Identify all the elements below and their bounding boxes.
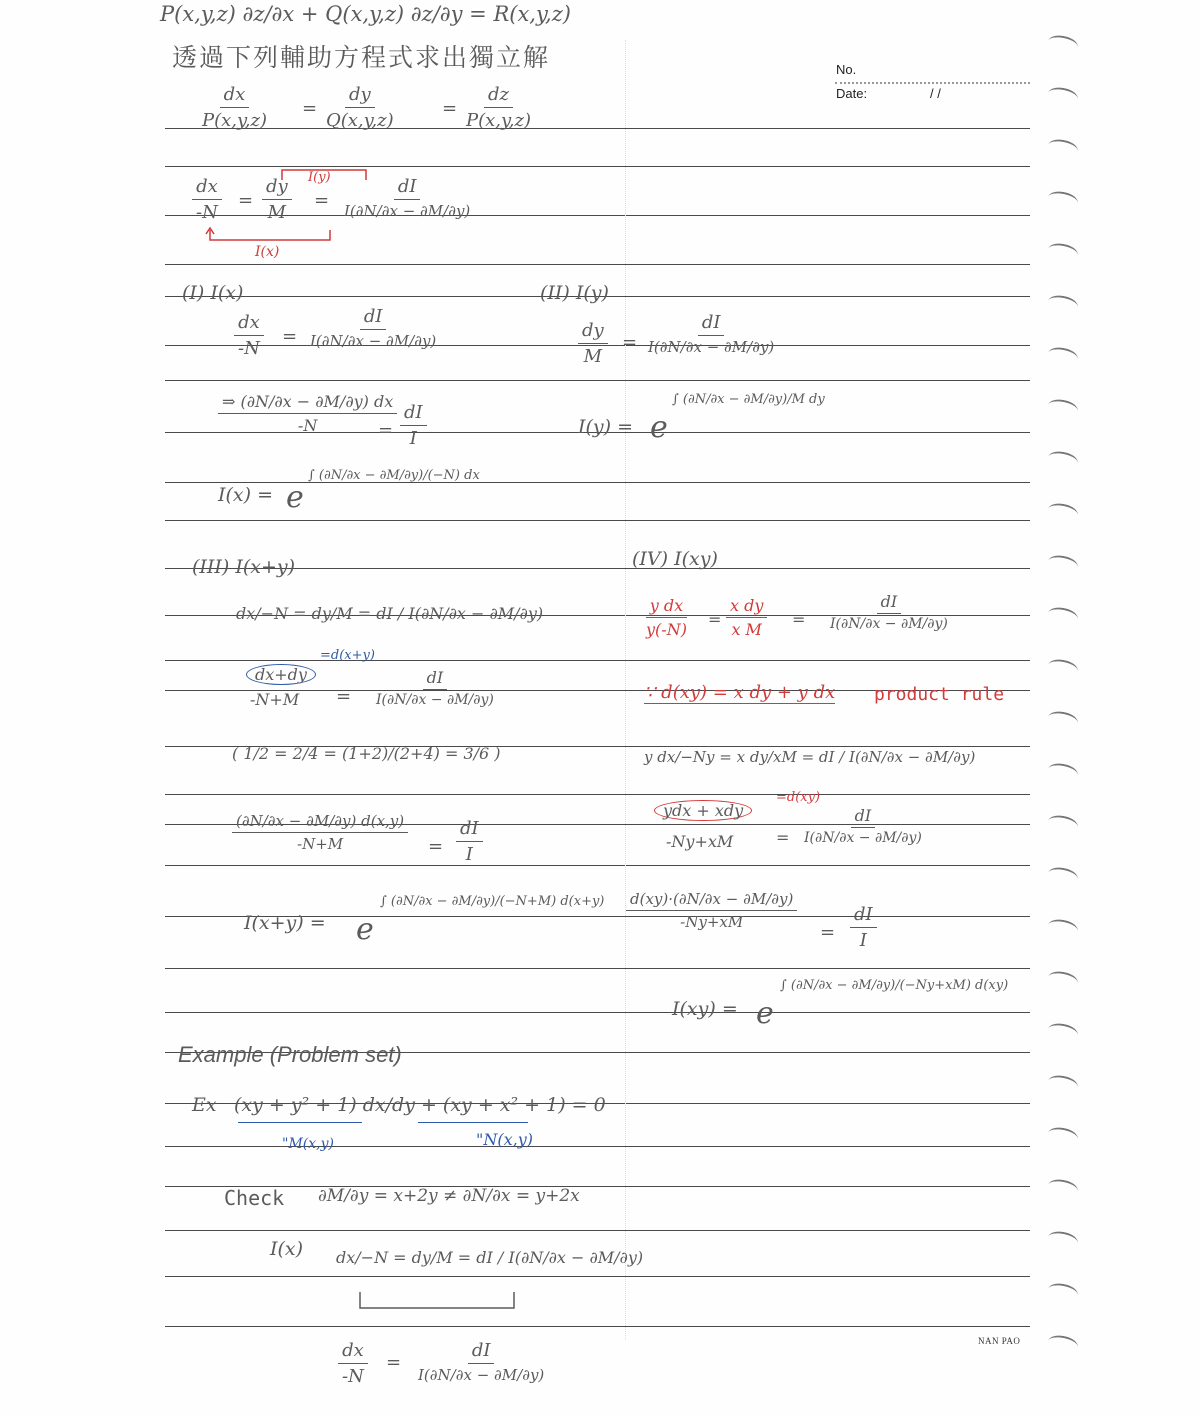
no-dotted-line — [835, 82, 1030, 84]
equals-sign: = — [386, 1352, 402, 1373]
case3-circled-note: =d(x+y) — [320, 648, 375, 663]
spiral-ring — [1047, 605, 1080, 627]
case3-eq3-right — [456, 818, 483, 865]
intro-title: 透過下列輔助方程式求出獨立解 — [172, 43, 551, 72]
ruled-line — [165, 1230, 1030, 1231]
spiral-ring — [1047, 709, 1080, 731]
case4-eq4-den: -Ny+xM — [680, 913, 744, 931]
equals-sign: = — [282, 326, 298, 347]
center-fold-line — [625, 40, 626, 1340]
case4-circled: ydx + xdy — [654, 800, 752, 821]
case4-eq3-den: -Ny+xM — [666, 832, 734, 851]
case2-heading: (II) I(y) — [540, 282, 609, 304]
spiral-ring — [1047, 345, 1080, 367]
case1-eq2-right — [400, 402, 427, 449]
case4-eq4-num: d(xy)·(∂N/∂x − ∂M/∂y) — [626, 890, 797, 911]
case4-eq1-mid — [726, 596, 767, 639]
pairing-bracket — [350, 1290, 530, 1314]
no-label: No. — [836, 62, 857, 77]
ruled-line — [165, 1276, 1030, 1277]
example-ix-eq: dx/−N = dy/M = dI / I(∂N/∂x − ∂M/∂y) — [336, 1248, 644, 1267]
spiral-ring — [1047, 1229, 1080, 1251]
spiral-ring — [1047, 917, 1080, 939]
date-label: Date: — [836, 86, 868, 101]
case2-eq1-right — [644, 312, 778, 356]
case4-result-lhs: I(xy) = — [672, 998, 738, 1020]
case4-eq1-rden: I(∂N/∂x − ∂M/∂y) — [830, 616, 948, 632]
spiral-ring — [1047, 969, 1080, 991]
case4-eq1-lden: y(-N) — [646, 620, 687, 639]
case1-eq1-left — [234, 312, 264, 359]
general-dI: dI — [394, 176, 421, 200]
case3-eq2-den: -N+M — [250, 690, 300, 709]
example-N-label: "N(x,y) — [476, 1130, 533, 1149]
aux-fraction-z — [462, 84, 535, 131]
case4-eq1-mnum: x dy — [726, 596, 767, 618]
case2-eq1-rden: I(∂N/∂x − ∂M/∂y) — [648, 338, 775, 356]
case1-eq1-rden: I(∂N/∂x − ∂M/∂y) — [310, 332, 437, 350]
example-ex-label: Ex — [192, 1094, 217, 1116]
spiral-ring — [1047, 1073, 1080, 1095]
case3-eq1: dx/−N = dy/M = dI / I(∂N/∂x − ∂M/∂y) — [236, 604, 544, 623]
case3-result-exp: ∫ (∂N/∂x − ∂M/∂y)/(−N+M) d(x+y) — [380, 894, 605, 909]
spiral-ring — [1047, 761, 1080, 783]
case1-eq2-rden: I — [409, 428, 417, 449]
N-underline — [418, 1122, 528, 1123]
pairing-brackets — [190, 160, 390, 260]
ruled-line — [165, 660, 1030, 661]
equals-sign: = — [442, 98, 458, 119]
case3-eq3-rden: I — [465, 844, 473, 865]
case2-result-base: e — [650, 410, 668, 445]
equals-sign: = — [302, 98, 318, 119]
case3-eq3-num: (∂N/∂x − ∂M/∂y) d(x,y) — [232, 812, 408, 833]
case1-eq2-rnum: dI — [400, 402, 427, 426]
aux-dx: dx — [220, 84, 250, 108]
case4-eq1-lnum: y dx — [646, 596, 687, 618]
case1-eq2-left — [218, 392, 397, 435]
label-Ix: I(x) — [255, 244, 280, 260]
case1-eq1-den: -N — [238, 338, 260, 359]
ruled-line — [165, 380, 1030, 381]
ruled-line — [165, 1326, 1030, 1327]
final-right — [414, 1340, 548, 1384]
case4-eq2: y dx/−Ny = x dy/xM = dI / I(∂N/∂x − ∂M/∂y) — [644, 748, 976, 766]
case3-result-base: e — [356, 912, 374, 947]
equals-sign: = — [622, 332, 638, 353]
case3-eq2-right — [372, 668, 498, 708]
case4-eq3-rnum: dI — [851, 806, 876, 828]
case4-eq4-rnum: dI — [850, 904, 877, 928]
case4-product-rule-label: product rule — [874, 684, 1005, 705]
example-heading: Example (Problem set) — [178, 1042, 402, 1067]
spiral-ring — [1047, 33, 1080, 55]
ruled-line — [165, 264, 1030, 265]
aux-fraction-y — [322, 84, 398, 131]
spiral-ring — [1047, 1177, 1080, 1199]
equals-sign: = — [378, 420, 394, 441]
example-ix-label: I(x) — [270, 1238, 304, 1260]
general-M: M — [267, 202, 287, 223]
case1-eq1-num: dx — [234, 312, 264, 336]
case2-eq1-num: dy — [578, 320, 608, 344]
spiral-ring — [1047, 241, 1080, 263]
case3-eq3-rnum: dI — [456, 818, 483, 842]
spiral-ring — [1047, 1021, 1080, 1043]
case1-result-lhs: I(x) = — [218, 484, 274, 506]
equals-sign: = — [776, 828, 790, 847]
case1-eq1-right — [306, 306, 440, 350]
equals-sign: = — [708, 610, 722, 629]
case2-result-exp: ∫ (∂N/∂x − ∂M/∂y)/M dy — [672, 392, 825, 407]
ruled-line — [165, 128, 1030, 129]
case1-eq2-num: ⇒ (∂N/∂x − ∂M/∂y) dx — [218, 392, 397, 414]
brand-label: NAN PAO — [978, 1336, 1021, 1346]
case4-eq1-mden: x M — [731, 620, 762, 639]
general-dy: dy — [262, 176, 292, 200]
case2-result-lhs: I(y) = — [578, 416, 634, 438]
aux-dz: dz — [484, 84, 513, 108]
spiral-ring — [1047, 449, 1080, 471]
ruled-line — [165, 794, 1030, 795]
case4-heading: (IV) I(xy) — [632, 548, 718, 570]
final-den: -N — [342, 1366, 364, 1387]
equals-sign: = — [428, 836, 444, 857]
general-negN: -N — [196, 202, 218, 223]
spiral-ring — [1047, 553, 1080, 575]
spiral-ring — [1047, 657, 1080, 679]
date-value: / / — [930, 86, 941, 101]
spiral-ring — [1047, 137, 1080, 159]
spiral-ring — [1047, 293, 1080, 315]
ruled-line — [165, 1186, 1030, 1187]
spiral-ring — [1047, 189, 1080, 211]
ruled-line — [165, 1012, 1030, 1013]
aux-R: P(x,y,z) — [466, 110, 532, 131]
case3-eq3-den: -N+M — [297, 835, 344, 853]
case4-result-base: e — [756, 996, 774, 1031]
final-num: dx — [338, 1340, 368, 1364]
case1-result-base: e — [286, 480, 304, 515]
case3-circled: dx+dy — [246, 664, 316, 685]
case4-eq4-right — [850, 904, 877, 951]
final-rnum: dI — [468, 1340, 495, 1364]
ruled-line — [165, 968, 1030, 969]
case4-eq3-right — [800, 806, 926, 846]
aux-Q: Q(x,y,z) — [326, 110, 394, 131]
aux-P: P(x,y,z) — [202, 110, 268, 131]
general-dx: dx — [192, 176, 222, 200]
spiral-ring — [1047, 865, 1080, 887]
aux-fraction-x — [198, 84, 271, 131]
pde-equation: P(x,y,z) ∂z/∂x + Q(x,y,z) ∂z/∂y = R(x,y,z) — [160, 2, 571, 26]
case4-eq4-rden: I — [859, 930, 867, 951]
case1-eq1-rnum: dI — [360, 306, 387, 330]
case4-result-exp: ∫ (∂N/∂x − ∂M/∂y)/(−Ny+xM) d(xy) — [780, 978, 1009, 993]
M-underline — [238, 1122, 362, 1123]
equals-sign: = — [820, 922, 836, 943]
equals-sign: = — [314, 190, 330, 211]
spiral-ring — [1047, 397, 1080, 419]
equals-sign: = — [336, 686, 352, 707]
case2-eq1-left — [578, 320, 608, 367]
aux-dy: dy — [345, 84, 375, 108]
case4-eq1-left — [642, 596, 691, 639]
case2-eq1-rnum: dI — [698, 312, 725, 336]
spiral-ring — [1047, 813, 1080, 835]
example-equation: (xy + y² + 1) dx/dy + (xy + x² + 1) = 0 — [234, 1094, 606, 1116]
case4-product-rule-eq: ∵ d(xy) = x dy + y dx — [644, 682, 836, 703]
case4-eq4-left — [626, 890, 797, 931]
spiral-ring — [1047, 1333, 1080, 1355]
case3-heading: (III) I(x+y) — [192, 556, 296, 578]
case3-eq3-left — [232, 812, 408, 853]
spiral-ring — [1047, 1125, 1080, 1147]
final-left — [338, 1340, 368, 1387]
case4-circled-note: =d(xy) — [776, 790, 821, 805]
case1-heading: (I) I(x) — [182, 282, 244, 304]
label-Iy: I(y) — [308, 170, 331, 185]
case2-eq1-den: M — [583, 346, 603, 367]
case3-ratio-note: ( 1/2 = 2/4 = (1+2)/(2+4) = 3/6 ) — [232, 744, 501, 763]
case3-eq2-rnum: dI — [423, 668, 448, 690]
final-rden: I(∂N/∂x − ∂M/∂y) — [418, 1366, 545, 1384]
case1-result-exp: ∫ (∂N/∂x − ∂M/∂y)/(−N) dx — [308, 468, 480, 483]
example-check-label: Check — [224, 1186, 285, 1210]
spiral-ring — [1047, 1281, 1080, 1303]
case1-eq2-den: -N — [297, 416, 318, 435]
ruled-line — [165, 520, 1030, 521]
case4-eq1-rnum: dI — [877, 592, 902, 614]
example-check-eq: ∂M/∂y = x+2y ≠ ∂N/∂x = y+2x — [318, 1186, 580, 1206]
case4-eq3-rden: I(∂N/∂x − ∂M/∂y) — [804, 830, 922, 846]
equals-sign: = — [238, 190, 254, 211]
general-den: I(∂N/∂x − ∂M/∂y) — [344, 202, 471, 220]
case3-result-lhs: I(x+y) = — [244, 912, 326, 934]
spiral-ring — [1047, 85, 1080, 107]
example-M-label: "M(x,y) — [282, 1136, 334, 1152]
case4-eq1-right — [826, 592, 952, 632]
ruled-line — [165, 865, 1030, 866]
spiral-ring — [1047, 501, 1080, 523]
case3-eq2-rden: I(∂N/∂x − ∂M/∂y) — [376, 692, 494, 708]
equals-sign: = — [792, 610, 806, 629]
